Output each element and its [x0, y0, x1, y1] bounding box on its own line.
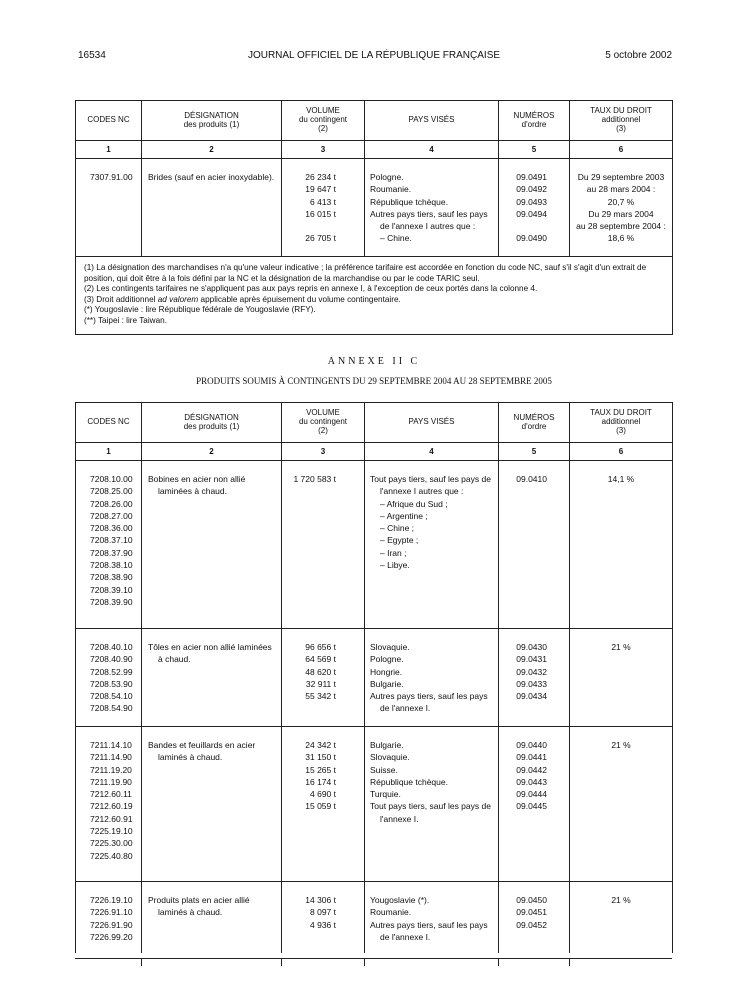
cell-line: laminés à chaud. [158, 752, 223, 763]
cell-line: 7208.54.10 [90, 691, 133, 702]
table-row [76, 629, 673, 727]
cell-line: 7225.30.00 [90, 838, 133, 849]
cell-line: 09.0440 [516, 740, 547, 750]
cell-line: – Argentine ; [380, 510, 428, 521]
cell-line: Du 29 mars 2004 [588, 208, 654, 219]
cell-line: 18,6 % [607, 233, 635, 244]
cell-line: 7208.39.10 [90, 584, 133, 595]
cell-line: Brides (sauf en acier inoxydable). [148, 172, 275, 182]
annex-subtitle: PRODUITS SOUMIS À CONTINGENTS DU 29 SEPTEMBRE 2004 AU 28 SEPTEMBRE 2005 [196, 376, 552, 386]
designation-cell [142, 727, 282, 882]
cell-line: 7211.14.90 [90, 752, 132, 763]
cell-line: 7208.53.90 [90, 678, 133, 689]
numeros-cell [499, 159, 570, 257]
cell-line: laminées à chaud. [158, 486, 227, 497]
cell-line: 09.0451 [516, 907, 547, 918]
cell-line: Bandes et feuillards en acier [148, 740, 256, 750]
cell-line: 1 720 583 t [293, 474, 336, 484]
col-number: 1 [76, 443, 142, 461]
quota-table-2 [75, 402, 673, 953]
footnotes [76, 257, 673, 335]
cell-line: 09.0494 [516, 208, 547, 219]
cell-line: à chaud. [158, 654, 191, 665]
col-header-volume: VOLUME du contingent (2) [282, 101, 365, 141]
designation-cell [142, 159, 282, 257]
cell-line: 7212.60.19 [90, 801, 133, 812]
cell-line: 55 342 t [305, 691, 336, 702]
taux-cell [570, 159, 673, 257]
cell-line: Tôles en acier non allié laminées [148, 642, 272, 652]
footnote-3: (3) Droit additionnel ad valorem applicable après épuisement du volume contingentaire. [84, 294, 401, 304]
cell-line: 7208.39.90 [90, 596, 133, 607]
cell-line: Pologne. [370, 172, 404, 182]
col-header-taux: TAUX DU DROIT additionnel (3) [570, 403, 673, 443]
cell-line: Pologne. [370, 654, 404, 665]
cell-line: 7208.54.90 [90, 703, 133, 714]
taux-cell [570, 882, 673, 953]
cell-line: 8 097 t [310, 907, 336, 918]
cell-line: 7208.40.10 [90, 642, 133, 652]
cell-line: Roumanie. [370, 184, 412, 195]
table-row [76, 461, 673, 629]
taux-cell [570, 629, 673, 727]
cell-line: 4 936 t [310, 919, 336, 930]
cell-line: 24 342 t [305, 740, 336, 750]
cell-line: 15 265 t [305, 764, 336, 775]
cell-line: 09.0434 [516, 691, 547, 702]
cell-line: 7226.19.10 [90, 895, 133, 905]
annex-title: ANNEXE II C [327, 356, 421, 367]
designation-cell [142, 461, 282, 629]
cell-line: Tout pays tiers, sauf les pays de [370, 474, 491, 484]
footnote-2: (2) Les contingents tarifaires ne s'appliquent pas aux pays repris en annexe I, à l'exception de ceux portés dans la colonne 4. [84, 284, 538, 293]
cell-line: Suisse. [370, 764, 398, 775]
cell-line: 09.0445 [516, 801, 547, 812]
col-header-numeros: NUMÉROS d'ordre [499, 101, 570, 141]
col-number: 5 [499, 443, 570, 461]
footnote-5: (**) Taipei : lire Taiwan. [84, 315, 167, 325]
cell-line: 09.0450 [516, 895, 547, 905]
cell-line: 14,1 % [607, 474, 635, 484]
cell-line: 09.0410 [516, 474, 547, 484]
col-number: 2 [142, 443, 282, 461]
cell-line: 09.0444 [516, 789, 547, 800]
cell-line: Autres pays tiers, sauf les pays [370, 919, 488, 930]
pays-cell [365, 882, 499, 953]
cell-line: l'annexe I autres que : [380, 486, 464, 497]
cell-line: de l'annexe I autres que : [380, 221, 476, 232]
table-header-row [76, 101, 673, 141]
cell-line: Slovaquie. [370, 752, 410, 763]
column-number-row [76, 443, 673, 461]
cell-line: Yougoslavie (*). [370, 895, 430, 905]
cell-line: 09.0432 [516, 666, 547, 677]
col-number: 5 [499, 141, 570, 159]
cell-line: – Libye. [380, 560, 410, 571]
cell-line: 7208.10.00 [90, 474, 133, 484]
cell-line: l'annexe I. [380, 813, 419, 824]
cell-line: 7208.26.00 [90, 498, 133, 509]
numeros-cell [499, 727, 570, 882]
cell-line: 09.0433 [516, 678, 547, 689]
cell-line: 21 % [611, 642, 631, 652]
cell-line: 20,7 % [607, 196, 635, 207]
taux-cell [570, 461, 673, 629]
volume-cell [282, 727, 365, 882]
cell-line [499, 220, 547, 232]
cell-line: 7208.38.10 [90, 560, 133, 571]
cell-line: 7212.60.91 [90, 813, 133, 824]
quota-table-1 [75, 100, 673, 335]
cell-line: 26 234 t [305, 172, 336, 182]
journal-title: JOURNAL OFFICIEL DE LA RÉPUBLIQUE FRANÇAISE [247, 50, 501, 61]
cell-line: 7208.36.00 [90, 523, 133, 534]
cell-line: 7208.52.99 [90, 666, 133, 677]
cell-line: Bobines en acier non allié [148, 474, 246, 484]
cell-line: 09.0452 [516, 919, 547, 930]
cell-line: 7307.91.00 [90, 172, 133, 182]
cell-line: 15 059 t [305, 801, 336, 812]
cell-line: au 28 septembre 2004 : [576, 221, 666, 232]
cell-line: 21 % [611, 895, 631, 905]
cell-line: 64 569 t [305, 654, 336, 665]
cell-line: Roumanie. [370, 907, 412, 918]
cell-line: 09.0443 [516, 776, 547, 787]
cell-line: 7211.14.10 [90, 740, 132, 750]
cell-line: 48 620 t [305, 666, 336, 677]
cell-line: 19 647 t [305, 184, 336, 195]
designation-cell [142, 629, 282, 727]
cell-line: 09.0491 [516, 172, 547, 182]
cell-line: 16 015 t [305, 208, 336, 219]
cell-line: de l'annexe I. [380, 931, 431, 942]
col-header-pays: PAYS VISÉS [365, 403, 499, 443]
col-header-designation: DÉSIGNATION des produits (1) [142, 403, 282, 443]
pays-cell [365, 629, 499, 727]
col-number: 4 [365, 443, 499, 461]
pays-cell [365, 727, 499, 882]
cell-line: 7225.19.10 [90, 826, 133, 837]
cell-line: République tchèque. [370, 776, 448, 787]
bottom-rule [75, 958, 672, 959]
numeros-cell [499, 629, 570, 727]
col-number: 3 [282, 443, 365, 461]
col-header-volume: VOLUME du contingent (2) [282, 403, 365, 443]
cell-line: 21 % [611, 740, 631, 750]
codes-cell [76, 461, 142, 629]
cell-line: 09.0441 [516, 752, 547, 763]
cell-line: 7212.60.11 [90, 789, 132, 800]
volume-cell [282, 629, 365, 727]
cell-line: 09.0442 [516, 764, 547, 775]
cell-line: 7208.37.10 [90, 535, 133, 546]
codes-cell [76, 159, 142, 257]
cell-line: Tout pays tiers, sauf les pays de [370, 801, 491, 812]
cell-line: 7226.91.10 [90, 907, 133, 918]
codes-cell [76, 727, 142, 882]
column-tick [498, 958, 499, 966]
column-tick [569, 958, 570, 966]
cell-line: 7208.25.00 [90, 486, 133, 497]
publication-date: 5 octobre 2002 [605, 50, 672, 61]
cell-line: 09.0493 [516, 196, 547, 207]
cell-line: 7226.99.20 [90, 931, 133, 942]
cell-line: 96 656 t [305, 642, 336, 652]
cell-line: 09.0490 [516, 233, 547, 244]
col-header-numeros: NUMÉROS d'ordre [499, 403, 570, 443]
cell-line: Bulgarie. [370, 678, 404, 689]
cell-line: 09.0430 [516, 642, 547, 652]
cell-line: Bulgarie. [370, 740, 404, 750]
cell-line: – Chine. [380, 233, 412, 244]
cell-line: Produits plats en acier allié [148, 895, 250, 905]
volume-cell [282, 882, 365, 953]
cell-line: – Egypte ; [380, 535, 419, 546]
cell-line: 4 690 t [310, 789, 336, 800]
col-header-pays: PAYS VISÉS [365, 101, 499, 141]
table-row [76, 727, 673, 882]
cell-line: 7211.19.20 [90, 764, 132, 775]
cell-line: – Afrique du Sud ; [380, 498, 448, 509]
col-header-taux: TAUX DU DROIT additionnel (3) [570, 101, 673, 141]
col-number: 6 [570, 141, 673, 159]
pays-cell [365, 159, 499, 257]
cell-line: Du 29 septembre 2003 [577, 172, 665, 182]
codes-cell [76, 629, 142, 727]
cell-line: Turquie. [370, 789, 401, 800]
table-row [76, 882, 673, 953]
cell-line: – Iran ; [380, 547, 407, 558]
cell-line: de l'annexe I. [380, 703, 431, 714]
col-header-designation: DÉSIGNATION des produits (1) [142, 101, 282, 141]
cell-line: au 28 mars 2004 : [586, 184, 656, 195]
designation-cell [142, 882, 282, 953]
cell-line: Slovaquie. [370, 642, 410, 652]
cell-line: 7208.38.90 [90, 572, 133, 583]
numeros-cell [499, 882, 570, 953]
cell-line: 09.0492 [516, 184, 547, 195]
cell-line: 31 150 t [305, 752, 336, 763]
col-number: 3 [282, 141, 365, 159]
footnote-4: (*) Yougoslavie : lire République fédérale de Yougoslavie (RFY). [84, 305, 316, 314]
cell-line: 7208.27.00 [90, 510, 133, 521]
cell-line: 32 911 t [305, 678, 336, 689]
col-header-codes: CODES NC [76, 403, 142, 443]
cell-line: 09.0431 [516, 654, 547, 665]
footnote-1: (1) La désignation des marchandises n'a qu'une valeur indicative ; la préférence tarifaire est accordée en fonction du code NC, sauf s'il s'agit d'un extrait de position, qui doit être à la fois défini par la NC et la désignation de la marchandise ou par le code TARIC seul. [84, 263, 647, 283]
col-header-codes: CODES NC [76, 101, 142, 141]
column-tick [281, 958, 282, 966]
volume-cell [282, 461, 365, 629]
cell-line: 7226.91.90 [90, 919, 133, 930]
col-number: 2 [142, 141, 282, 159]
cell-line: 7211.19.90 [90, 776, 132, 787]
cell-line: 16 174 t [305, 776, 336, 787]
cell-line [282, 220, 336, 232]
cell-line: 26 705 t [305, 233, 336, 244]
col-number: 1 [76, 141, 142, 159]
cell-line: 7208.40.90 [90, 654, 133, 665]
cell-line: – Chine ; [380, 523, 415, 534]
column-number-row [76, 141, 673, 159]
taux-cell [570, 727, 673, 882]
codes-cell [76, 882, 142, 953]
cell-line: 6 413 t [310, 196, 336, 207]
column-tick [364, 958, 365, 966]
cell-line: laminés à chaud. [158, 907, 223, 918]
cell-line: République tchèque. [370, 196, 448, 207]
cell-line: Autres pays tiers, sauf les pays [370, 691, 488, 702]
cell-line: 14 306 t [305, 895, 336, 905]
col-number: 4 [365, 141, 499, 159]
table-header-row [76, 403, 673, 443]
table-row [76, 159, 673, 257]
column-tick [141, 958, 142, 966]
volume-cell [282, 159, 365, 257]
pays-cell [365, 461, 499, 629]
numeros-cell [499, 461, 570, 629]
col-number: 6 [570, 443, 673, 461]
cell-line: 7225.40.80 [90, 850, 133, 861]
page-number: 16534 [78, 50, 106, 61]
cell-line: Autres pays tiers, sauf les pays [370, 208, 488, 219]
cell-line: 7208.37.90 [90, 547, 133, 558]
cell-line: Hongrie. [370, 666, 403, 677]
